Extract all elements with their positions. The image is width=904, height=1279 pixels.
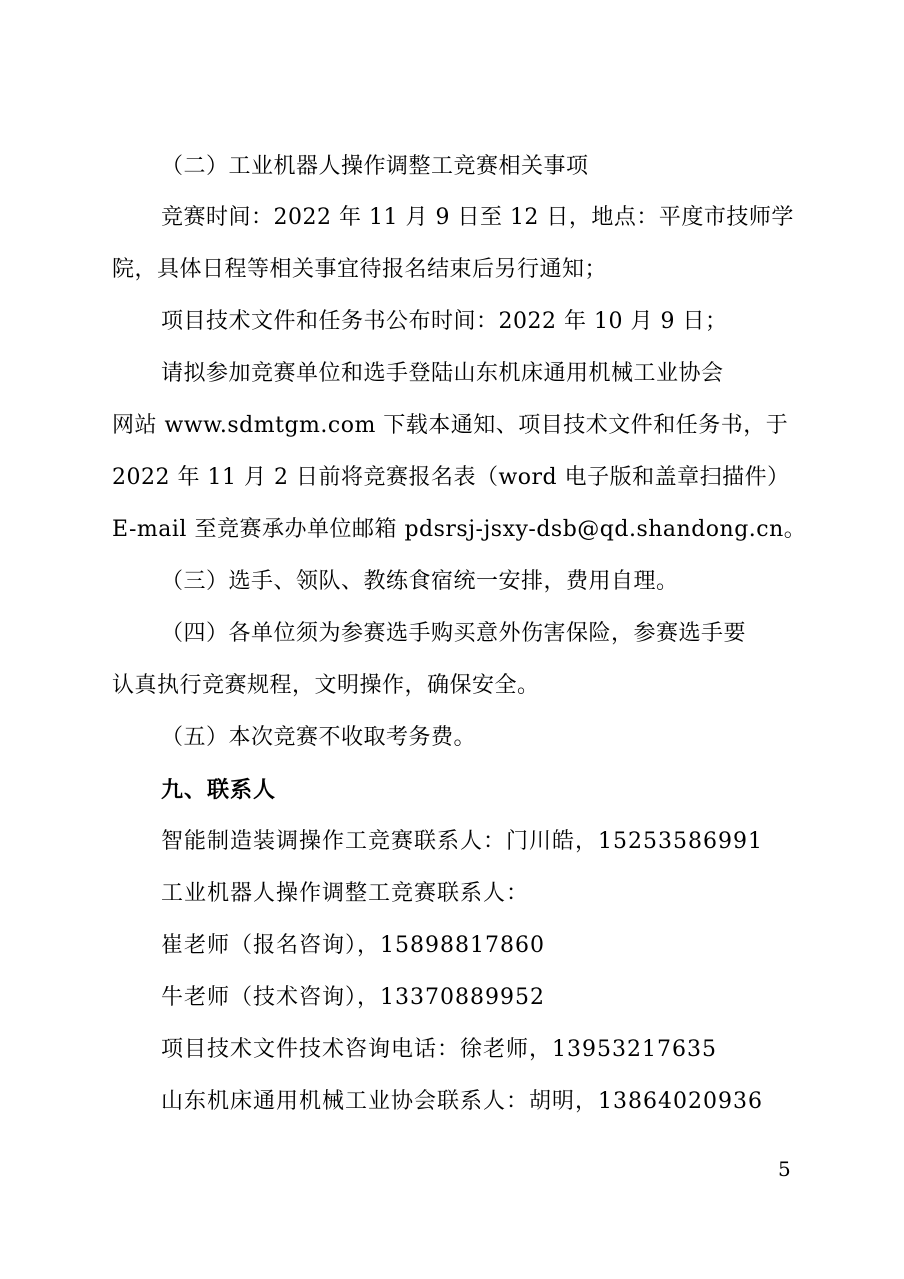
section-4-line-1: （四）各单位须为参赛选手购买意外伤害保险，参赛选手要 bbox=[161, 621, 747, 646]
page-number: 5 bbox=[778, 1157, 791, 1181]
section-4-line-2: 认真执行竞赛规程，文明操作，确保安全。 bbox=[112, 673, 540, 698]
registration-line-4: E-mail 至竞赛承办单位邮箱 pdsrsj-jsxy-dsb@qd.shandong.cn。 bbox=[112, 517, 807, 542]
competition-time-line-2: 院，具体日程等相关事宜待报名结束后另行通知； bbox=[112, 257, 608, 282]
smart-manufacturing-contact: 智能制造装调操作工竞赛联系人：门川皓，15253586991 bbox=[161, 829, 763, 854]
registration-line-2: 网站 www.sdmtgm.com 下载本通知、项目技术文件和任务书，于 bbox=[112, 413, 789, 438]
competition-time-line-1: 竞赛时间：2022 年 11 月 9 日至 12 日，地点：平度市技师学 bbox=[161, 205, 794, 230]
publish-date-line: 项目技术文件和任务书公布时间：2022 年 10 月 9 日； bbox=[161, 309, 728, 334]
robot-competition-contact-title: 工业机器人操作调整工竞赛联系人： bbox=[161, 881, 530, 906]
contact-xu: 项目技术文件技术咨询电话：徐老师，13953217635 bbox=[161, 1037, 717, 1062]
registration-line-3: 2022 年 11 月 2 日前将竞赛报名表（word 电子版和盖章扫描件） bbox=[112, 465, 790, 490]
registration-line-1: 请拟参加竞赛单位和选手登陆山东机床通用机械工业协会 bbox=[161, 361, 724, 386]
contacts-heading: 九、联系人 bbox=[161, 777, 277, 803]
section-2-title: （二）工业机器人操作调整工竞赛相关事项 bbox=[161, 154, 589, 179]
association-contact: 山东机床通用机械工业协会联系人：胡明，13864020936 bbox=[161, 1089, 763, 1114]
contact-cui: 崔老师（报名咨询），15898817860 bbox=[161, 933, 545, 958]
section-3-text: （三）选手、领队、教练食宿统一安排，费用自理。 bbox=[161, 569, 679, 594]
contact-niu: 牛老师（技术咨询），13370889952 bbox=[161, 985, 545, 1010]
section-5-text: （五）本次竞赛不收取考务费。 bbox=[161, 725, 477, 750]
